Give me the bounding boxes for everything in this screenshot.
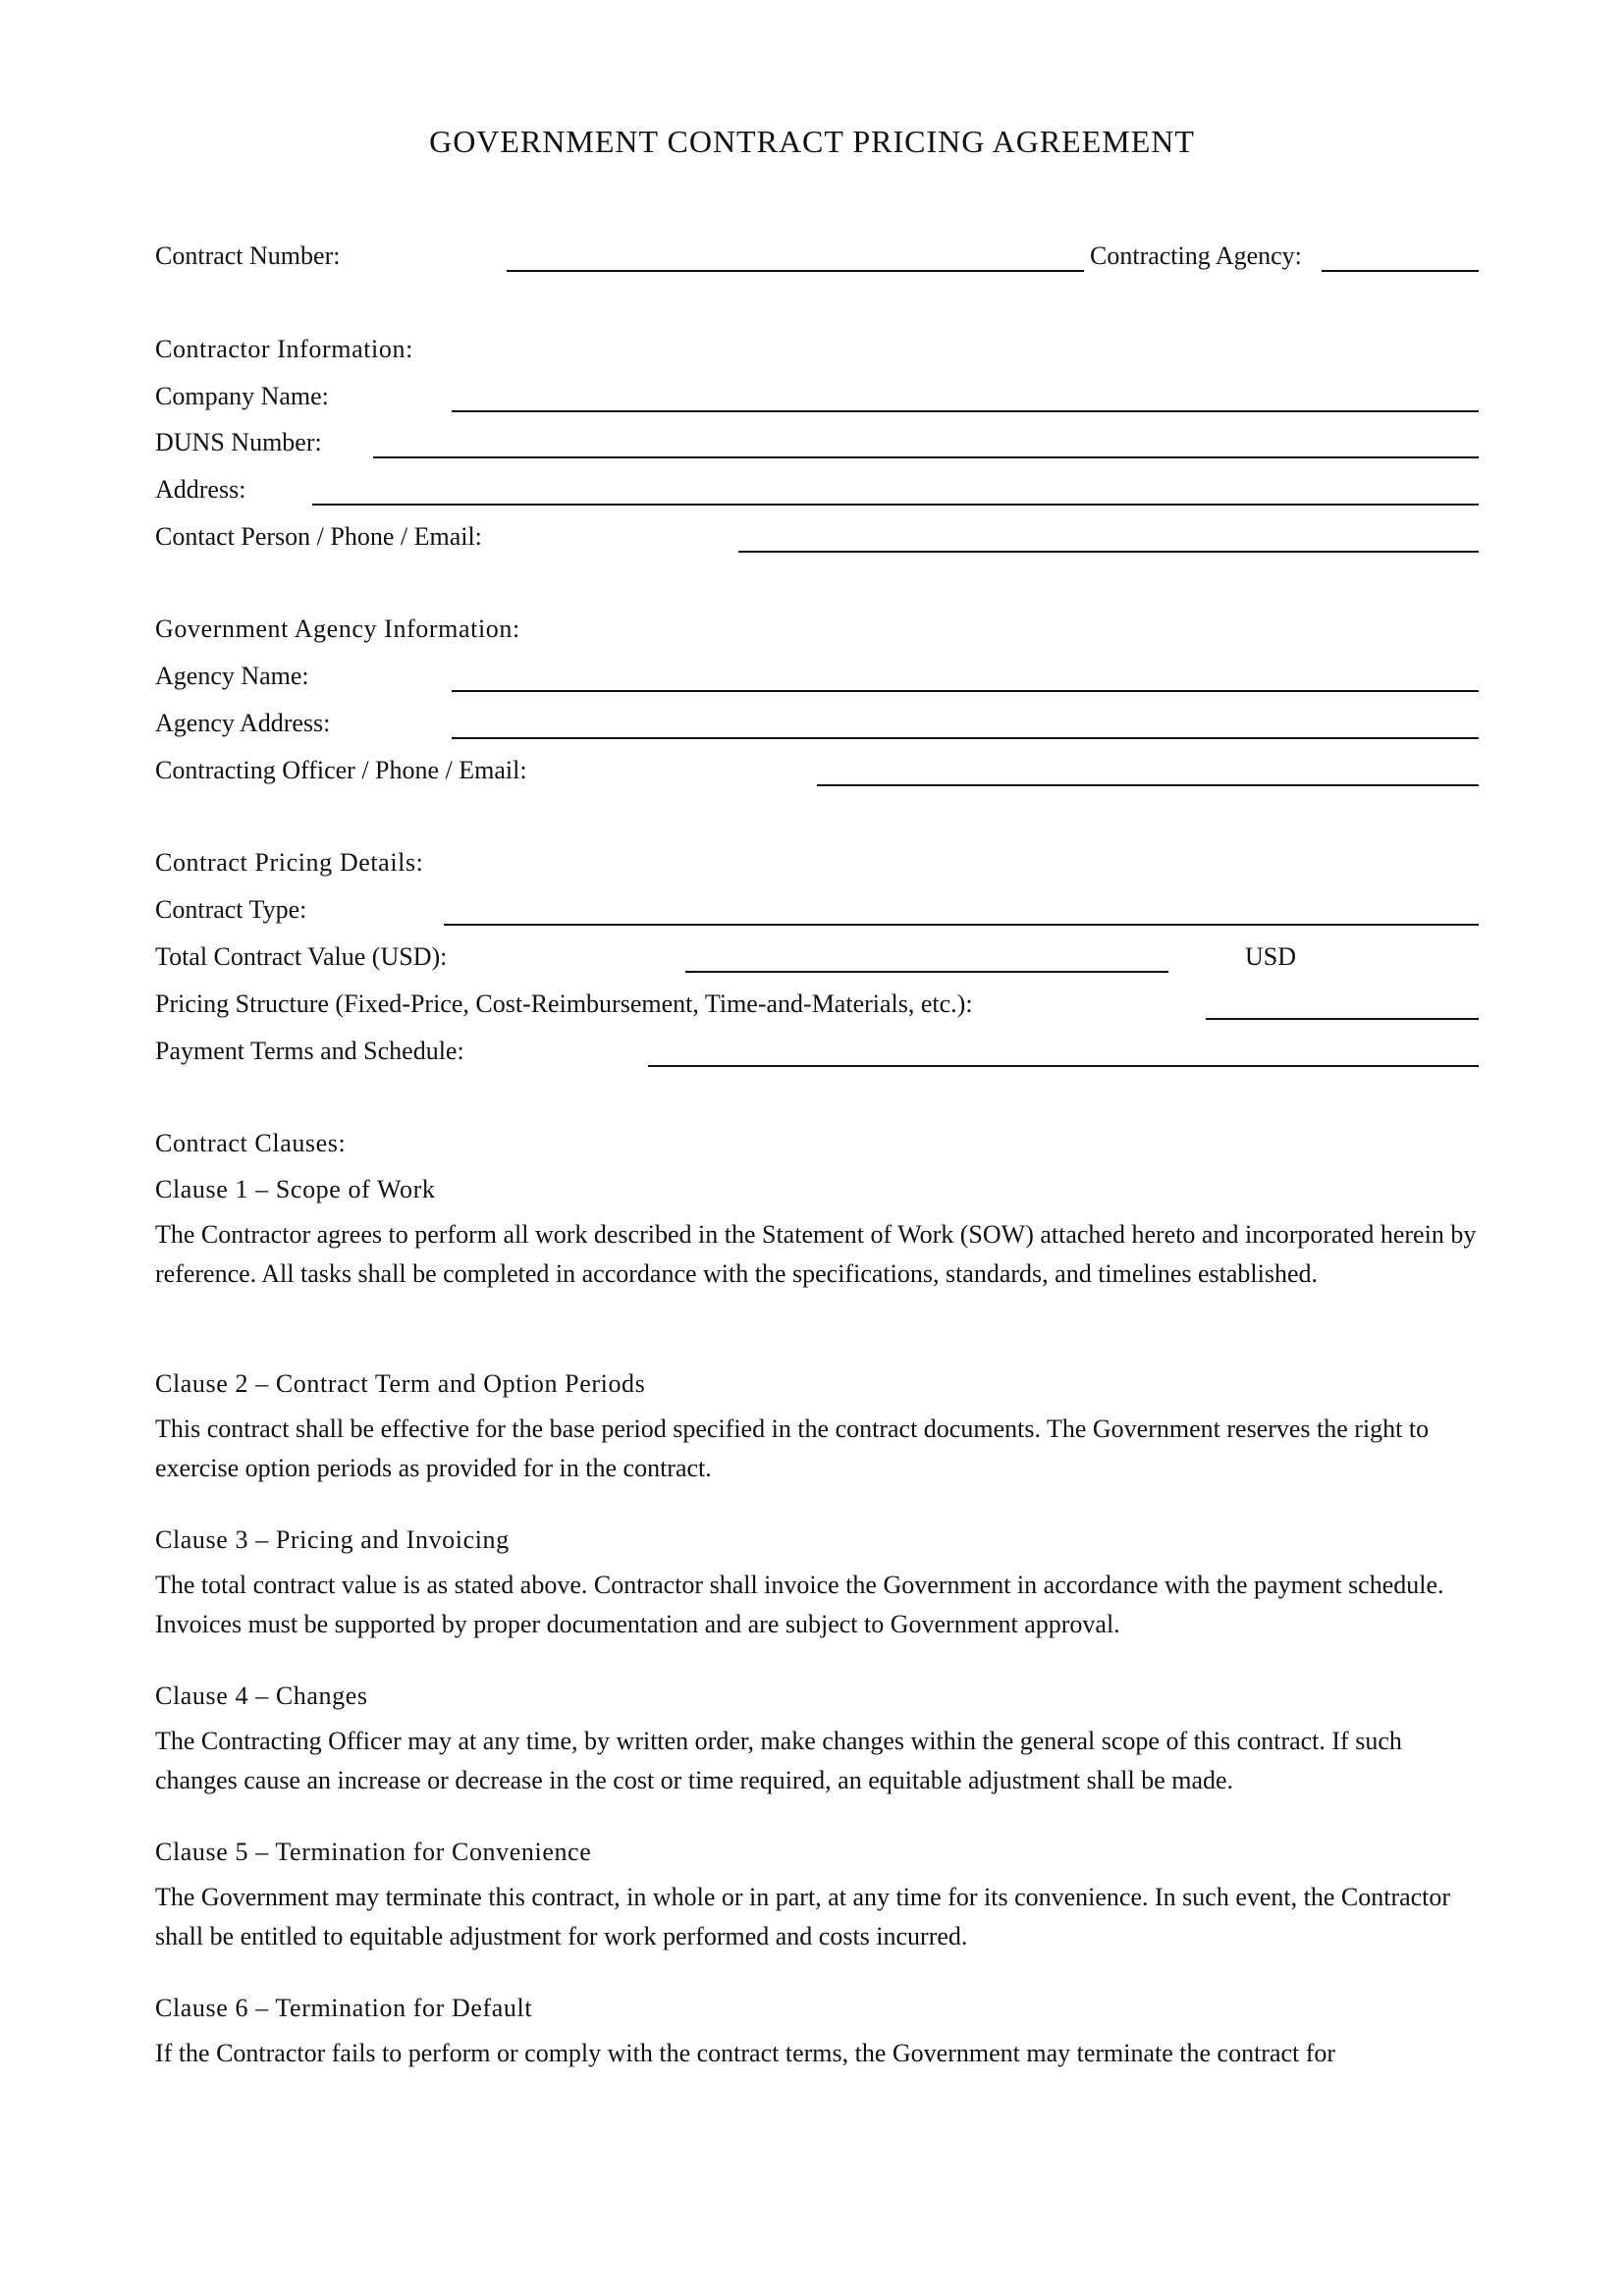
payment-terms-label: Payment Terms and Schedule: xyxy=(155,1037,464,1065)
clause-1-title: Clause 1 – Scope of Work xyxy=(155,1175,436,1203)
clause-5-text: The Government may terminate this contract, in whole or in part, at any time for its convenience. In such event, the Contractor shall be entitled to equitable adjustment for work performed and costs incurred. xyxy=(155,1883,1451,1950)
contract-number-field[interactable] xyxy=(507,270,1084,272)
pricing-structure-field[interactable] xyxy=(1206,1018,1479,1020)
document-title: GOVERNMENT CONTRACT PRICING AGREEMENT xyxy=(429,124,1195,159)
currency-label: USD xyxy=(1245,942,1297,971)
agency-address-label: Agency Address: xyxy=(155,709,331,737)
clause-3-title: Clause 3 – Pricing and Invoicing xyxy=(155,1525,510,1554)
total-value-label: Total Contract Value (USD): xyxy=(155,942,448,971)
contracting-agency-field[interactable] xyxy=(1322,270,1479,272)
clause-4-text: The Contracting Officer may at any time, by written order, make changes within the general scope of this contract. If such changes cause an increase or decrease in the cost or time required, an equitable adjustment shall be made. xyxy=(155,1727,1402,1794)
clause-2-text: This contract shall be effective for the base period specified in the contract documents. The Government reserves the right to exercise option periods as provided for in the contract. xyxy=(155,1415,1430,1482)
total-value-field[interactable] xyxy=(685,971,1168,973)
company-name-field[interactable] xyxy=(452,410,1479,412)
agency-address-field[interactable] xyxy=(452,737,1479,739)
contract-number-label: Contract Number: xyxy=(155,241,341,270)
clause-1-text: The Contractor agrees to perform all work described in the Statement of Work (SOW) attached hereto and incorporated herein by reference. All tasks shall be completed in accordance with the specifications, standards, and timelines established. xyxy=(155,1220,1477,1288)
company-name-label: Company Name: xyxy=(155,382,329,410)
clauses-heading: Contract Clauses: xyxy=(155,1129,347,1157)
contracting-officer-field[interactable] xyxy=(817,784,1479,786)
duns-number-field[interactable] xyxy=(373,456,1479,458)
clause-5-title: Clause 5 – Termination for Convenience xyxy=(155,1838,592,1866)
agency-heading: Government Agency Information: xyxy=(155,614,520,643)
duns-number-label: DUNS Number: xyxy=(155,428,322,456)
address-label: Address: xyxy=(155,475,246,504)
contract-type-field[interactable] xyxy=(444,924,1479,926)
pricing-heading: Contract Pricing Details: xyxy=(155,848,424,877)
clause-6-title: Clause 6 – Termination for Default xyxy=(155,1994,533,2022)
clause-6-text: If the Contractor fails to perform or comply with the contract terms, the Government may terminate the contract for xyxy=(155,2039,1336,2067)
agency-name-label: Agency Name: xyxy=(155,662,309,690)
address-field[interactable] xyxy=(312,504,1479,506)
agency-name-field[interactable] xyxy=(452,690,1479,692)
clause-2-title: Clause 2 – Contract Term and Option Periods xyxy=(155,1369,646,1398)
clause-4-title: Clause 4 – Changes xyxy=(155,1682,368,1710)
contact-person-field[interactable] xyxy=(738,551,1479,553)
payment-terms-field[interactable] xyxy=(648,1065,1479,1067)
contract-type-label: Contract Type: xyxy=(155,895,307,924)
clause-3-text: The total contract value is as stated above. Contractor shall invoice the Government in accordance with the payment schedule. Invoices must be supported by proper documentation and are subject to Government approval. xyxy=(155,1571,1444,1638)
contact-person-label: Contact Person / Phone / Email: xyxy=(155,522,482,551)
pricing-structure-label: Pricing Structure (Fixed-Price, Cost-Reimbursement, Time-and-Materials, etc.): xyxy=(155,989,973,1018)
contracting-agency-label: Contracting Agency: xyxy=(1090,241,1302,270)
contractor-heading: Contractor Information: xyxy=(155,335,413,363)
contracting-officer-label: Contracting Officer / Phone / Email: xyxy=(155,756,527,784)
